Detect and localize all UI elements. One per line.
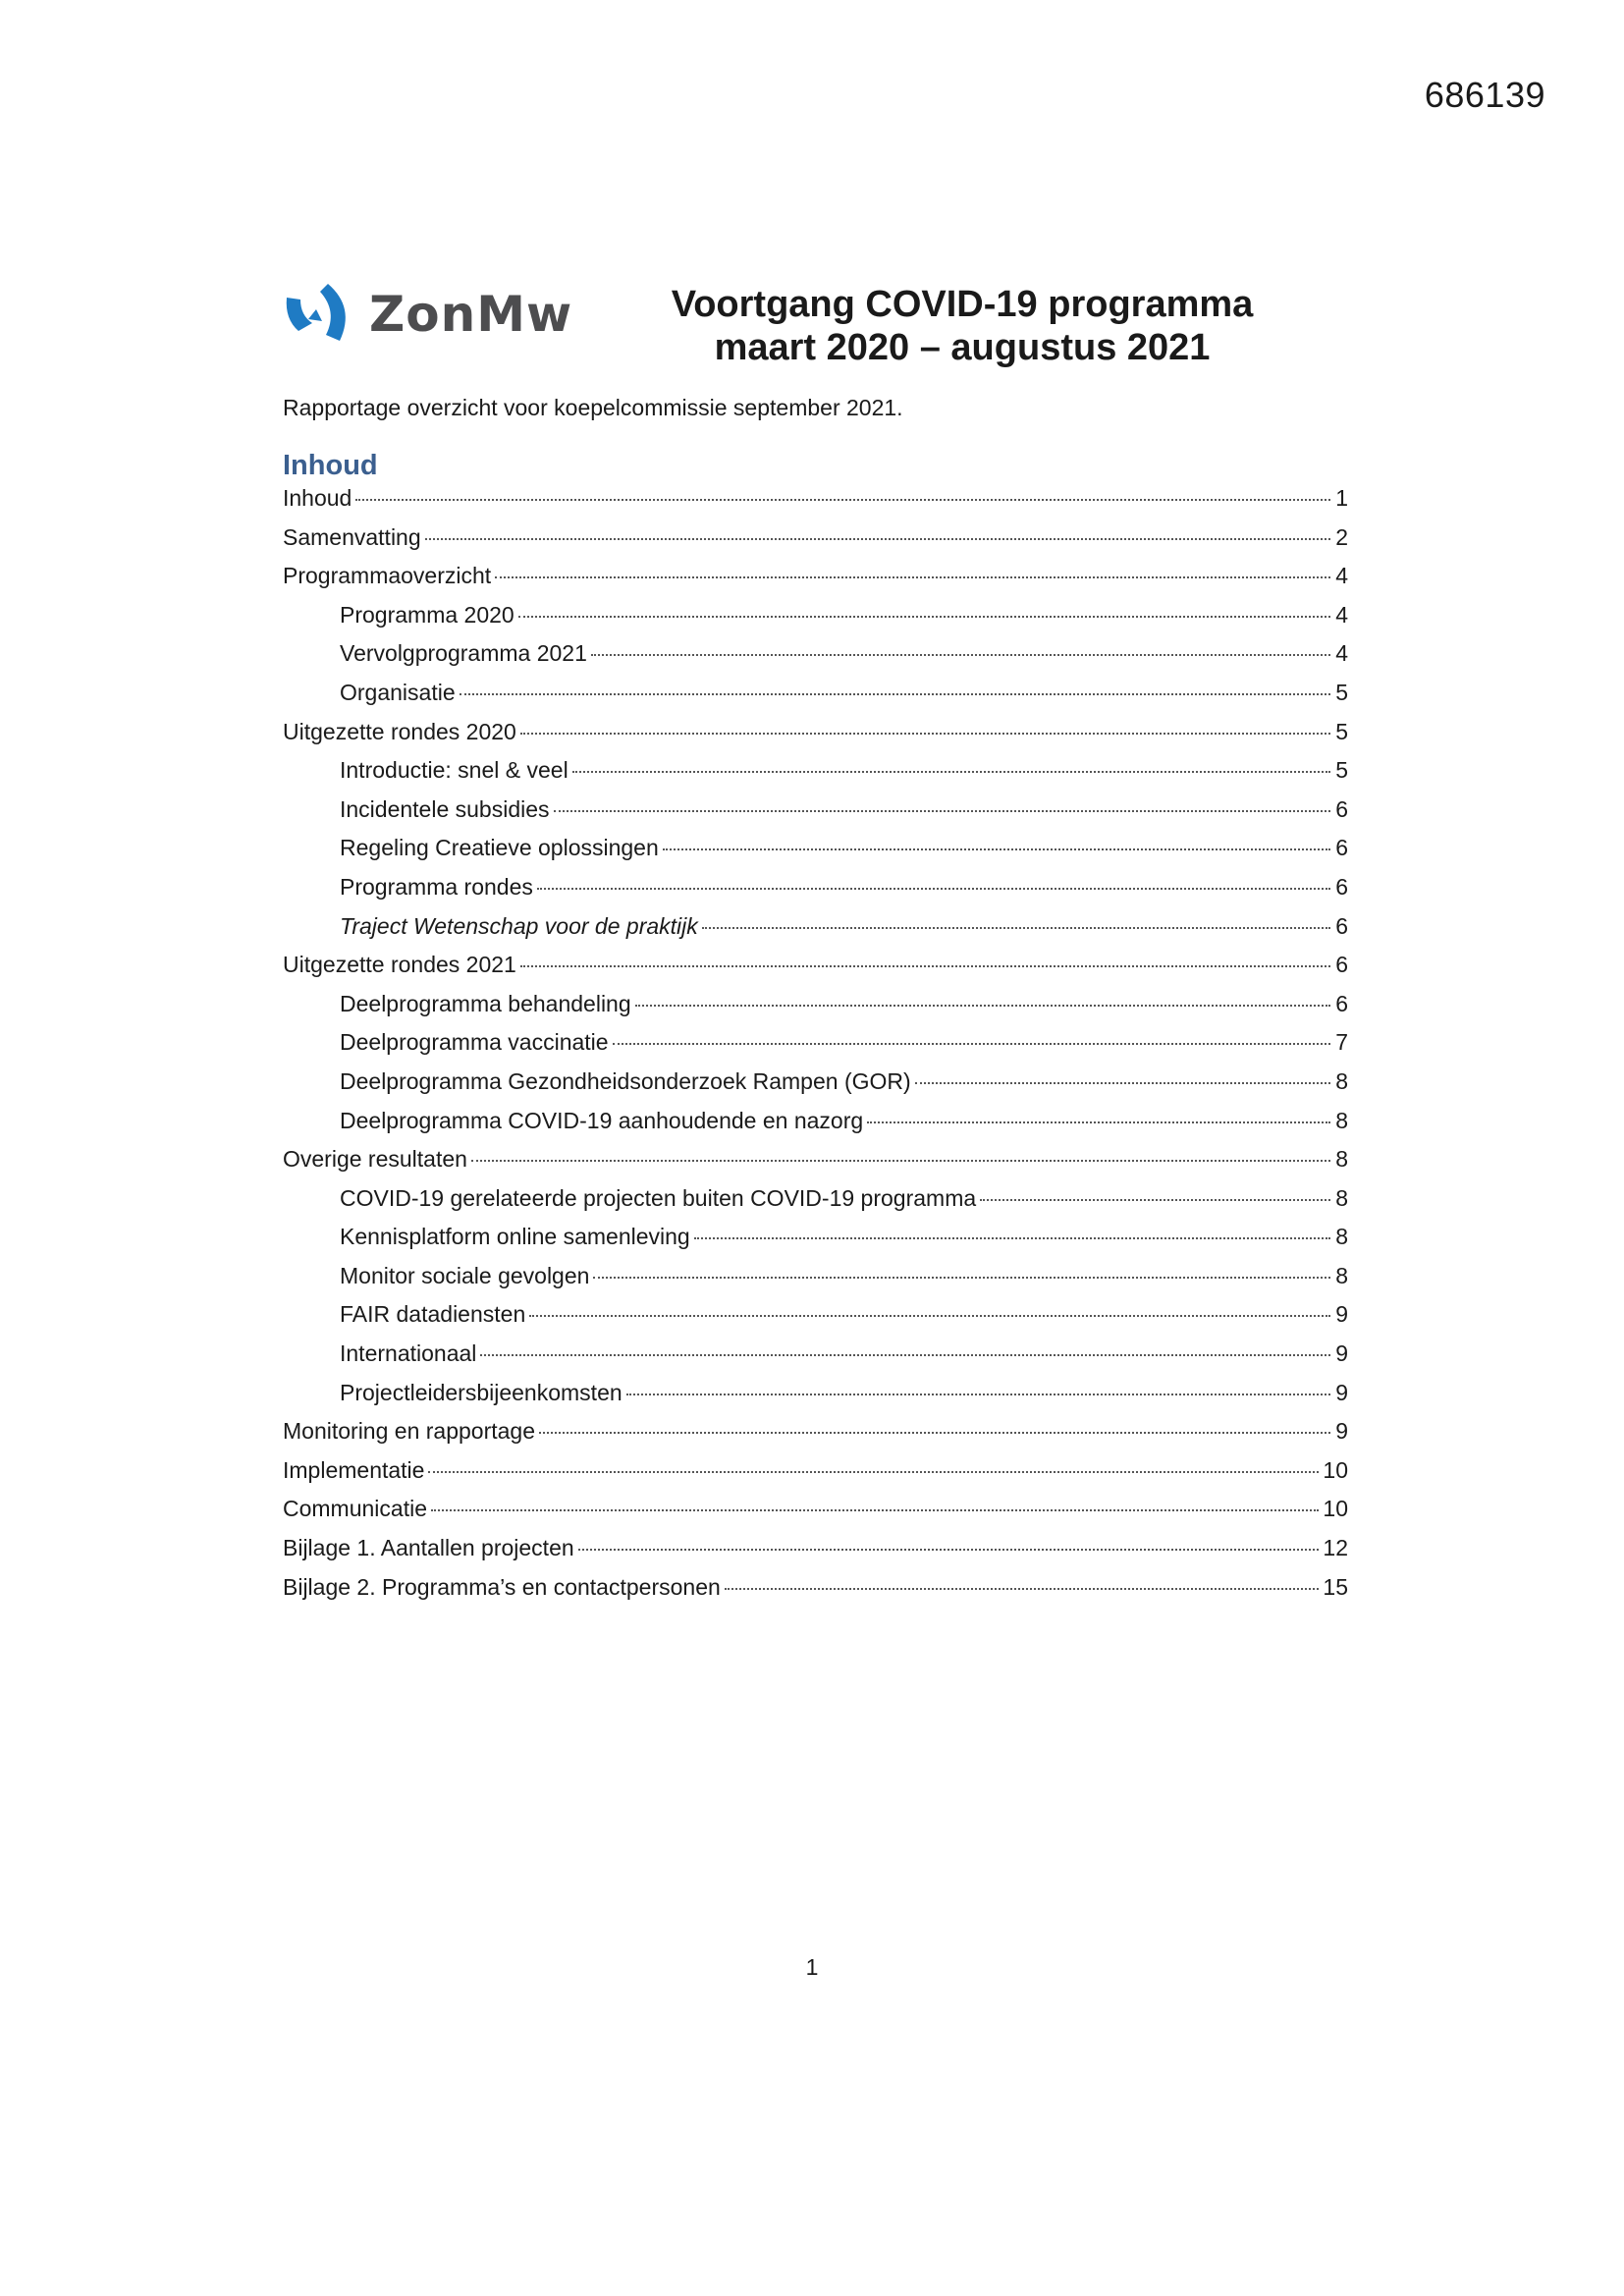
- toc-entry-label: FAIR datadiensten: [340, 1301, 526, 1328]
- toc-entry-label: Uitgezette rondes 2020: [283, 718, 516, 744]
- toc-entry-label: Deelprogramma COVID-19 aanhoudende en nazorg: [340, 1107, 864, 1133]
- toc-entry-leader: [431, 1509, 1319, 1511]
- toc-entry-label: Introductie: snel & veel: [340, 757, 568, 784]
- toc-entry-page: 9: [1335, 1379, 1348, 1405]
- toc-entry-label: Monitoring en rapportage: [283, 1418, 535, 1445]
- toc-entry-page: 6: [1335, 912, 1348, 939]
- toc-entry-leader: [471, 1160, 1330, 1162]
- toc-entry-page: 6: [1335, 795, 1348, 822]
- document-number: 686139: [1424, 75, 1545, 115]
- toc-entry-leader: [626, 1394, 1330, 1395]
- toc-entry-label: Programmaoverzicht: [283, 563, 492, 589]
- toc-entry-label: Uitgezette rondes 2021: [283, 952, 516, 978]
- toc-entry-page: 8: [1335, 1107, 1348, 1133]
- toc-entry-label: Bijlage 2. Programma’s en contactpersonen: [283, 1573, 721, 1600]
- toc-entry[interactable]: [283, 796, 1348, 836]
- toc-entry-page: 7: [1335, 1029, 1348, 1056]
- toc-entry-leader: [591, 654, 1330, 656]
- toc-entry-label: Inhoud: [283, 485, 352, 511]
- toc-entry-leader: [867, 1121, 1330, 1123]
- toc-entry[interactable]: [283, 874, 1348, 913]
- toc-entry[interactable]: [283, 602, 1348, 641]
- toc-entry-leader: [355, 499, 1330, 501]
- toc-entry-page: 8: [1335, 1184, 1348, 1211]
- toc-entry-leader: [495, 576, 1330, 578]
- toc-entry-label: COVID-19 gerelateerde projecten buiten COVID-19 programma: [340, 1184, 977, 1211]
- toc-entry-page: 5: [1335, 757, 1348, 784]
- toc-entry-leader: [915, 1082, 1330, 1084]
- toc-entry-leader: [425, 538, 1330, 540]
- toc-entry[interactable]: [283, 913, 1348, 953]
- toc-entry[interactable]: [283, 719, 1348, 758]
- toc-entry-label: Organisatie: [340, 679, 456, 705]
- toc-entry-leader: [554, 810, 1330, 812]
- toc-entry-page: 10: [1323, 1496, 1348, 1522]
- toc-entry-leader: [529, 1315, 1330, 1317]
- toc-entry-leader: [572, 771, 1330, 773]
- toc-entry-page: 8: [1335, 1067, 1348, 1094]
- toc-entry[interactable]: [283, 757, 1348, 796]
- toc-entry-label: Incidentele subsidies: [340, 795, 550, 822]
- toc-entry-label: Samenvatting: [283, 523, 421, 550]
- document-title: [609, 283, 1316, 369]
- toc-entry-page: 4: [1335, 640, 1348, 667]
- toc-entry-label: Monitor sociale gevolgen: [340, 1262, 590, 1288]
- zonmw-logo-text: ZonMw: [369, 286, 573, 343]
- toc-entry[interactable]: [283, 1263, 1348, 1302]
- toc-entry-label: Deelprogramma behandeling: [340, 990, 631, 1016]
- toc-entry-page: 10: [1323, 1456, 1348, 1483]
- toc-entry[interactable]: [283, 1068, 1348, 1108]
- toc-entry[interactable]: [283, 640, 1348, 680]
- toc-entry-leader: [480, 1354, 1330, 1356]
- toc-entry-leader: [520, 733, 1330, 735]
- toc-entry[interactable]: [283, 1418, 1348, 1457]
- toc-entry-page: 6: [1335, 990, 1348, 1016]
- toc-entry-label: Kennisplatform online samenleving: [340, 1224, 690, 1250]
- toc-entry[interactable]: [283, 1301, 1348, 1340]
- toc-entry[interactable]: [283, 835, 1348, 874]
- toc-entry[interactable]: [283, 680, 1348, 719]
- toc-entry-label: Deelprogramma vaccinatie: [340, 1029, 609, 1056]
- toc-entry-page: 1: [1335, 485, 1348, 511]
- toc-entry[interactable]: [283, 952, 1348, 991]
- toc-entry[interactable]: [283, 1108, 1348, 1147]
- toc-entry-label: Regeling Creatieve oplossingen: [340, 835, 659, 861]
- toc-entry[interactable]: [283, 1185, 1348, 1225]
- toc-entry[interactable]: [283, 1146, 1348, 1185]
- toc-entry[interactable]: [283, 1340, 1348, 1380]
- document-subtitle: Rapportage overzicht voor koepelcommissie september 2021.: [283, 395, 903, 420]
- toc-entry-leader: [428, 1471, 1319, 1473]
- toc-entry-leader: [537, 888, 1330, 890]
- toc-entry-label: Bijlage 1. Aantallen projecten: [283, 1535, 574, 1561]
- toc-entry-page: 2: [1335, 523, 1348, 550]
- toc-entry-leader: [593, 1277, 1330, 1279]
- toc-entry-page: 8: [1335, 1262, 1348, 1288]
- toc-entry-leader: [702, 927, 1330, 929]
- toc-entry[interactable]: [283, 1457, 1348, 1497]
- toc-entry-label: Vervolgprogramma 2021: [340, 640, 587, 667]
- toc-entry-page: 4: [1335, 601, 1348, 628]
- zonmw-logo-icon: [283, 280, 355, 349]
- toc-entry[interactable]: [283, 1574, 1348, 1613]
- toc-entry-label: Deelprogramma Gezondheidsonderzoek Rampen (GOR): [340, 1067, 911, 1094]
- document-title-line2: maart 2020 – augustus 2021: [714, 327, 1211, 368]
- toc-entry-label: Programma 2020: [340, 601, 514, 628]
- toc-entry-label: Overige resultaten: [283, 1146, 467, 1173]
- toc-entry-label: Traject Wetenschap voor de praktijk: [340, 912, 698, 939]
- toc-entry-page: 8: [1335, 1224, 1348, 1250]
- toc-entry-page: 8: [1335, 1146, 1348, 1173]
- toc-entry[interactable]: [283, 1380, 1348, 1419]
- toc-entry-label: Communicatie: [283, 1496, 427, 1522]
- toc-entry-page: 12: [1323, 1535, 1348, 1561]
- toc-entry-leader: [460, 693, 1330, 695]
- toc-entry-page: 4: [1335, 563, 1348, 589]
- toc-entry-page: 5: [1335, 718, 1348, 744]
- toc-entry-leader: [663, 848, 1330, 850]
- toc-entry-page: 6: [1335, 952, 1348, 978]
- toc-entry-page: 15: [1323, 1573, 1348, 1600]
- zonmw-logo: [283, 280, 572, 349]
- toc-entry-leader: [613, 1043, 1330, 1045]
- toc-entry[interactable]: [283, 1496, 1348, 1535]
- toc-entry[interactable]: [283, 563, 1348, 602]
- toc-entry[interactable]: [283, 1535, 1348, 1574]
- toc-entry-leader: [520, 965, 1330, 967]
- toc-heading: Inhoud: [283, 450, 378, 481]
- toc-entry-page: 9: [1335, 1418, 1348, 1445]
- toc-entry-label: Internationaal: [340, 1340, 477, 1367]
- toc-entry-label: Programma rondes: [340, 873, 533, 900]
- toc-entry-page: 5: [1335, 679, 1348, 705]
- toc-entry-leader: [635, 1005, 1330, 1007]
- toc-entry[interactable]: [283, 1224, 1348, 1263]
- toc-entry-page: 9: [1335, 1301, 1348, 1328]
- toc-entry-leader: [725, 1588, 1320, 1590]
- toc-entry-page: 6: [1335, 873, 1348, 900]
- toc-entry[interactable]: [283, 485, 1348, 524]
- toc-entry-leader: [578, 1549, 1320, 1551]
- toc-entry[interactable]: [283, 524, 1348, 564]
- toc-entry-page: 6: [1335, 835, 1348, 861]
- toc-entry-leader: [980, 1199, 1330, 1201]
- toc-entry-leader: [518, 616, 1330, 618]
- toc-entry-leader: [694, 1237, 1330, 1239]
- page-number: 1: [805, 1954, 819, 1980]
- toc-entry-leader: [539, 1432, 1330, 1434]
- document-title-line1: Voortgang COVID-19 programma: [671, 284, 1254, 325]
- toc-entry-label: Projectleidersbijeenkomsten: [340, 1379, 623, 1405]
- table-of-contents: [283, 485, 1348, 1613]
- toc-entry[interactable]: [283, 1029, 1348, 1068]
- toc-entry-page: 9: [1335, 1340, 1348, 1367]
- toc-entry[interactable]: [283, 991, 1348, 1030]
- toc-entry-label: Implementatie: [283, 1456, 425, 1483]
